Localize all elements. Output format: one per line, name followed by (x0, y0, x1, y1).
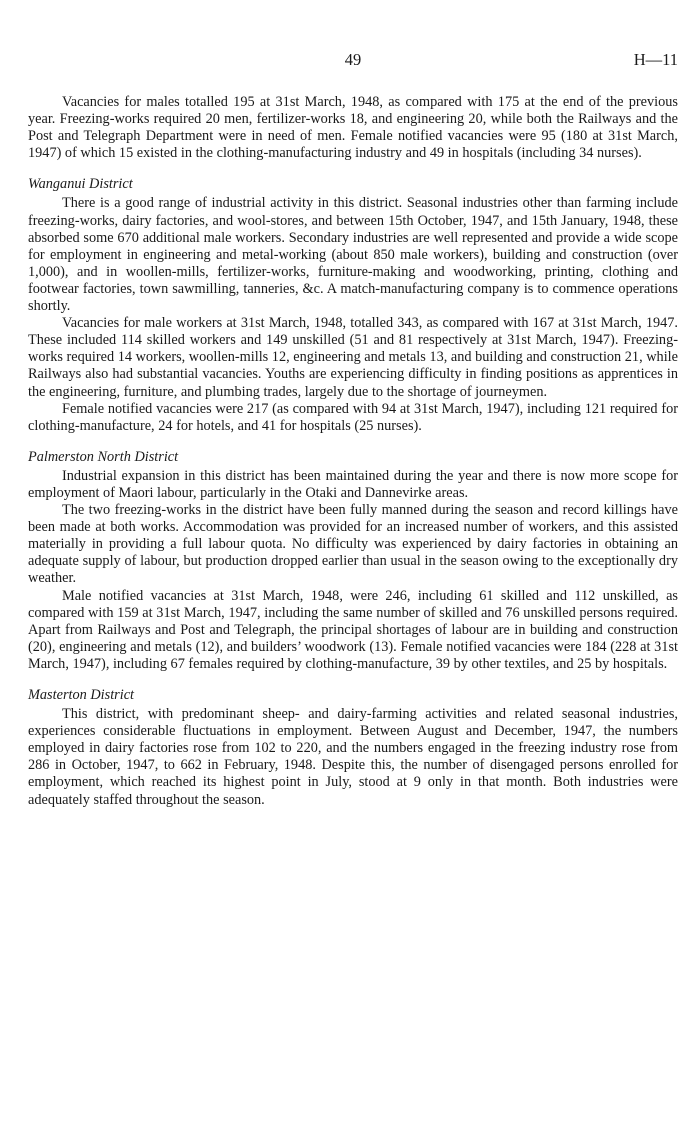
intro-paragraph: Vacancies for males totalled 195 at 31st March, 1948, as compared with 175 at the end of the previous year. Freezing-works required 20 men, fertilizer-works 18, and engineering 20, while both the Railways and the Post and Telegraph Department were in need of men. Female notified vacancies were 95 (180 at 31st March, 1947) of which 15 existed in the clothing-manufacturing industry and 49 in hospitals (including 34 nurses). (28, 94, 678, 162)
paragraph: Industrial expansion in this district has been maintained during the year and there is now more scope for employment of Maori labour, particularly in the Otaki and Dannevirke areas. (28, 467, 678, 501)
paragraph: This district, with predominant sheep- and dairy-farming activities and related seasonal industries, experiences considerable fluctuations in employment. Between August and December, 1947, the numbers employed in dairy factories rose from 102 to 220, and the numbers engaged in the freezing industry rose from 286 in October, 1947, to 662 in February, 1948. Despite this, the number of disengaged persons enrolled for employment, which reached its highest point in July, stood at 9 only in that month. Both industries were adequately staffed throughout the season. (28, 706, 678, 808)
page-number: 49 (344, 50, 362, 69)
paragraph: The two freezing-works in the district have been fully manned during the season and record killings have been made at both works. Accommodation was provided for an increased number of workers, and this assisted materially in providing a full labour quota. No difficulty was experienced by dairy factories in obtaining an adequate supply of labour, but production dropped earlier than usual in the season owing to the exceptionally dry weather. (28, 502, 678, 587)
document-reference: H—11 (633, 50, 678, 69)
paragraph: Female notified vacancies were 217 (as compared with 94 at 31st March, 1947), including 121 required for clothing-manufacture, 24 for hotels, and 41 for hospitals (25 nurses). (28, 400, 678, 434)
paragraph: There is a good range of industrial activity in this district. Seasonal industries other than farming include freezing-works, dairy factories, and wool-stores, and between 15th October, 1947, and 15th January, 1948, these absorbed some 670 additional male workers. Secondary industries are well represented and provide a wide scope for employment in engineering and metal-working (about 850 male workers), building and construction (over 1,000), and in woollen-mills, fertilizer-works, furniture-making and woodworking, printing, clothing and footwear factories, town sawmilling, tanneries, &c. A match-manufacturing company is to commence operations shortly. (28, 195, 678, 315)
section-palmerston-north (28, 449, 678, 673)
section-heading: Masterton District (28, 687, 135, 703)
paragraph: Vacancies for male workers at 31st March, 1948, totalled 343, as compared with 167 at 31st March, 1947. These included 114 skilled workers and 149 unskilled (51 and 81 respectively at 31st March, 1947). Freezing-works required 14 workers, woollen-mills 12, engineering and metals 13, and building and construction 21, while Railways also had substantial vacancies. Youths are experiencing difficulty in finding positions as apprentices in the engineering, furniture, and plumbing trades, largely due to the shortage of journeymen. (28, 315, 678, 400)
section-heading: Palmerston North District (28, 448, 179, 465)
section-masterton (28, 687, 678, 809)
page-header (28, 50, 678, 70)
section-heading: Wanganui District (28, 176, 133, 193)
document-body (28, 94, 678, 809)
section-wanganui (28, 176, 678, 434)
paragraph: Male notified vacancies at 31st March, 1948, were 246, including 61 skilled and 112 unskilled, as compared with 159 at 31st March, 1947, including the same number of skilled and 76 unskilled persons required. Apart from Railways and Post and Telegraph, the principal shortages of labour are in building and construction (20), engineering and metals (12), and builders’ woodwork (13). Female notified vacancies were 184 (228 at 31st March, 1947), including 67 females required by clothing-manufacture, 39 by other textiles, and 25 by hospitals. (28, 587, 678, 672)
